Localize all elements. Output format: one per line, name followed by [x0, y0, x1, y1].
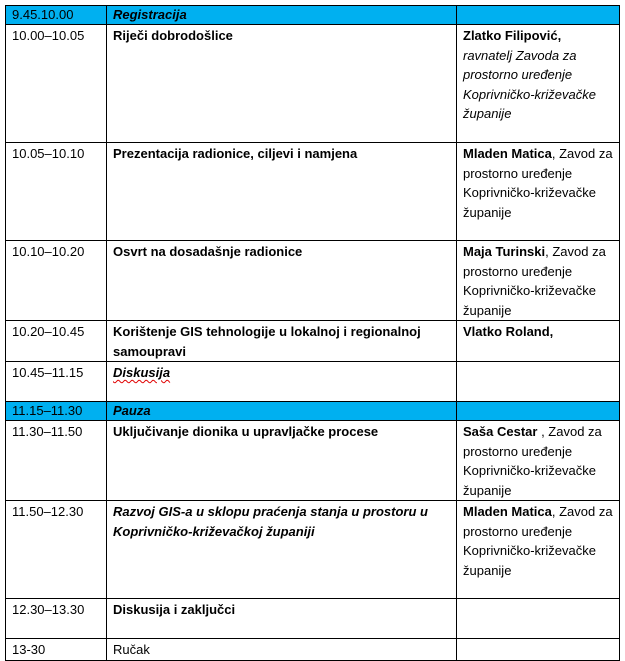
table-row — [6, 362, 620, 402]
speaker-role: ravnatelj Zavoda za prostorno uređenje Koprivničko-križevačke županije — [463, 47, 596, 121]
speaker-name: Zlatko Filipović, — [463, 28, 562, 43]
activity-cell — [107, 25, 457, 143]
speaker-cell — [457, 362, 620, 402]
activity-cell: Razvoj GIS-a u sklopu praćenja stanja u prostoru u Koprivničko-križevačkoj županiji — [107, 501, 457, 599]
speaker-role: , Zavod za prostorno uređenje Koprivničko-križevačke županije — [463, 424, 602, 498]
activity-cell: Ručak — [107, 639, 457, 661]
activity-text: Riječi dobrodošlice — [113, 28, 233, 43]
activity-text: Diskusija — [113, 365, 171, 380]
time-cell: 12.30–13.30 — [6, 599, 107, 639]
table-row — [6, 639, 620, 661]
speaker-cell — [457, 421, 620, 501]
activity-cell: Registracija — [107, 6, 457, 25]
time-cell: 10.05–10.10 — [6, 143, 107, 241]
table-row — [6, 241, 620, 321]
time-cell: 10.20–10.45 — [6, 321, 107, 362]
speaker-cell: Vlatko Roland, — [457, 321, 620, 362]
table-row — [6, 599, 620, 639]
time-cell: 11.30–11.50 — [6, 421, 107, 501]
table-row — [6, 321, 620, 362]
time-cell: 11.50–12.30 — [6, 501, 107, 599]
time-cell: 9.45.10.00 — [6, 6, 107, 25]
table-row — [6, 402, 620, 421]
speaker-name: Mladen Matica — [463, 504, 552, 519]
speaker-role: , Zavod za prostorno uređenje Koprivničko-križevačke županije — [463, 244, 606, 318]
agenda-table — [5, 5, 620, 661]
speaker-cell — [457, 6, 620, 25]
activity-cell: Pauza — [107, 402, 457, 421]
speaker-cell — [457, 402, 620, 421]
activity-cell: Osvrt na dosadašnje radionice — [107, 241, 457, 321]
speaker-cell — [457, 599, 620, 639]
time-cell: 10.45–11.15 — [6, 362, 107, 402]
table-row — [6, 143, 620, 241]
speaker-role: , Zavod za prostorno uređenje Koprivničko-križevačke županije — [463, 504, 613, 578]
speaker-cell — [457, 639, 620, 661]
table-row — [6, 421, 620, 501]
speaker-cell — [457, 143, 620, 241]
time-cell: 11.15–11.30 — [6, 402, 107, 421]
speaker-cell — [457, 501, 620, 599]
activity-cell: Prezentacija radionice, ciljevi i namjena — [107, 143, 457, 241]
activity-cell — [107, 362, 457, 402]
speaker-name: Maja Turinski — [463, 244, 546, 259]
speaker-name: Mladen Matica — [463, 146, 552, 161]
time-cell: 13-30 — [6, 639, 107, 661]
table-row — [6, 25, 620, 143]
time-cell: 10.10–10.20 — [6, 241, 107, 321]
table-row — [6, 501, 620, 599]
speaker-cell — [457, 25, 620, 143]
activity-cell: Diskusija i zaključci — [107, 599, 457, 639]
speaker-cell — [457, 241, 620, 321]
time-cell: 10.00–10.05 — [6, 25, 107, 143]
activity-cell: Uključivanje dionika u upravljačke procese — [107, 421, 457, 501]
speaker-name: Saša Cestar — [463, 424, 538, 439]
speaker-role: , Zavod za prostorno uređenje Koprivničko-križevačke županije — [463, 146, 613, 220]
activity-cell: Korištenje GIS tehnologije u lokalnoj i regionalnoj samoupravi — [107, 321, 457, 362]
table-row — [6, 6, 620, 25]
